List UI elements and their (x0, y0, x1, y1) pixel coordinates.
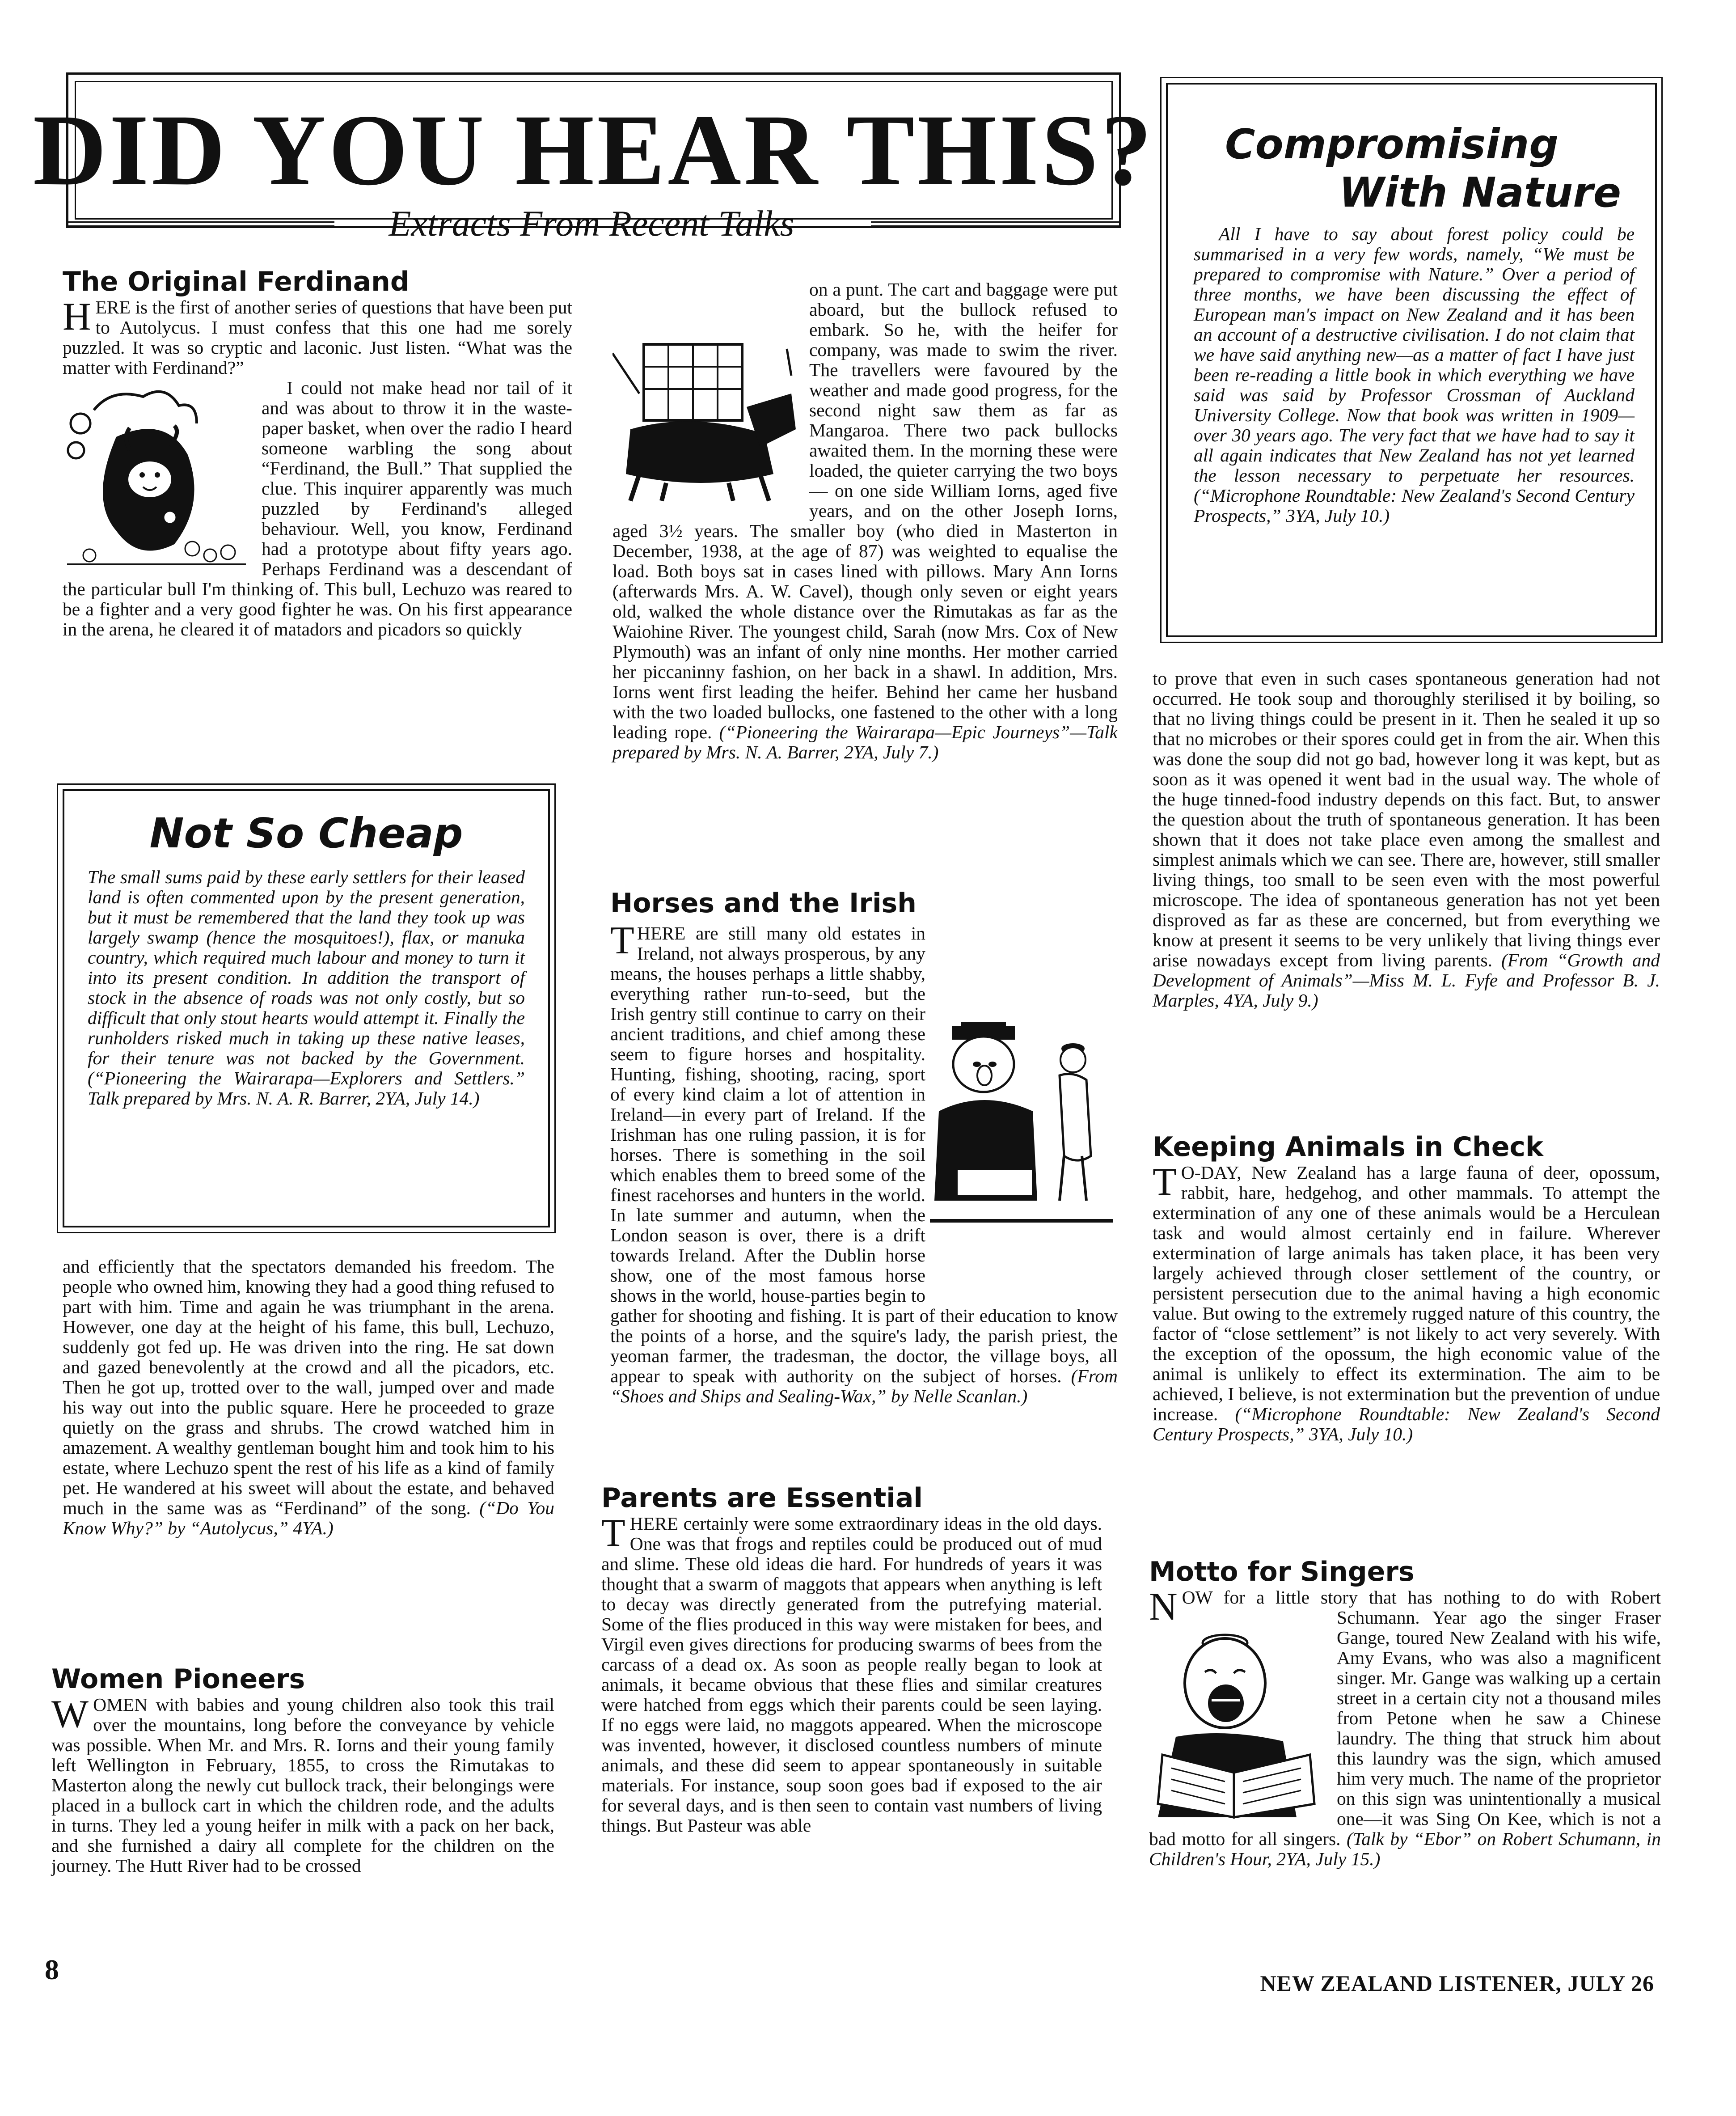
article-women (51, 1663, 554, 1876)
bull-illustration (63, 383, 253, 571)
nature-title-line1: Compromising (1225, 120, 1559, 168)
motto-p1-wrap (1149, 1587, 1661, 1869)
parents-heading: Parents are Essential (601, 1482, 923, 1514)
horses-credit: (From “Shoes and Ships and Sealing-Wax,” by Nelle Scanlan.) (610, 1366, 1118, 1406)
ferdinand-credit: (“Do You Know Why?” by “Autolycus,” 4YA.) (63, 1498, 554, 1538)
article-horses (610, 888, 1118, 919)
women-continued (612, 279, 1118, 762)
ferdinand-heading: The Original Ferdinand (63, 266, 410, 297)
horses-heading: Horses and the Irish (610, 888, 917, 919)
singer-illustration (1149, 1625, 1323, 1822)
parents-continued (1153, 669, 1660, 1011)
animals-dropcap: T (1153, 1160, 1177, 1204)
motto-credit: (Talk by “Ebor” on Robert Schumann, in Children's Hour, 2YA, July 15.) (1149, 1828, 1661, 1869)
ferdinand-continued (63, 1257, 554, 1538)
women-heading: Women Pioneers (51, 1663, 305, 1695)
article-ferdinand (63, 266, 572, 639)
parents-dropcap: T (601, 1511, 625, 1555)
animals-credit: (“Microphone Roundtable: New Zealand's Second Century Prospects,” 3YA, July 10.) (1153, 1404, 1660, 1444)
animals-p1: O-DAY, New Zealand has a large fauna of deer, opossum, rabbit, hare, hedgehog, and other mammals. To attempt the extermination of any one of these animals would be a Herculean task and would almost certainly end in failure. Wherever extermination of large animals has taken place, it has been very largely achieved through closer settlement of the country, or persistent persecution due to the animal having a high economic value. But owing to the extremely rugged nature of this country, the factor of “close settlement” is not likely to act very severely. With the exception of the opossum, the high economic value of the animal is unlikely to effect its extermination. The aim to be achieved, I believe, is not extermination but the prevention of undue increase. (1153, 1162, 1660, 1424)
horses-p1: HERE are still many old estates in Ireland, not always prosperous, by any means, the houses perhaps a little shabby, everything rather run-to-seed, but the Irish gentry still continue to carry on their ancient traditions, and chief among these seem to figure horses and hospitality. Hunting, fishing, shooting, racing, sport of every kind claim a lot of attention in Ireland—in every part of Ireland. If the Irishman has one ruling passion, it is for horses. There is something in the soil which enables them to breed some of the finest racehorses and hunters in the world. In late summer and autumn, when the London season is over, there is a drift towards Ireland. After the Dublin horse show, one of the most famous horse shows in the world, house-parties begin to gather for shooting and fishing. It is part of their education to know the points of a horse, and the squire's lady, the parish priest, the yeoman farmer, the tradesman, the doctor, the village boys, all appear to speak with authority on the subject of horses. (610, 923, 1118, 1386)
women-dropcap: W (51, 1693, 89, 1736)
masthead-title: DID YOU HEAR THIS? (33, 94, 1155, 207)
box-compromising-nature (1166, 83, 1657, 637)
article-animals (1153, 1131, 1660, 1444)
ferdinand-p2: I could not make head nor tail of it and was about to throw it in the waste-paper basket, when over the radio I heard someone warbling the song about “Ferdinand, the Bull.” That supplied the clue. This inquirer apparently was much puzzled by Ferdinand's alleged behaviour. Well, you know, Ferdinand had a prototype about fifty years ago. Perhaps Ferdinand was a descendant of the particular bull I'm thinking of. This bull, Lechuzo was reared to be a fighter and a very good fighter he was. On his first appearance in the arena, he cleared it of matadors and picadors so quickly (63, 377, 572, 639)
nature-title-line2: With Nature (1339, 169, 1621, 216)
parents-p2: to prove that even in such cases spontaneous generation had not occurred. He took soup and thoroughly sterilised it by boiling, so that no living things could be present in it. Then he sealed it up so that no microbes or their spores could get in from the air. When this was done the soup did not go bad, however long it was kept, but as soon as it was opened it went bad in the usual way. The whole of the huge tinned-food industry depends on this fact. But, to answer the question about the truth of spontaneous generation. It has been shown that it does not take place even among the smallest and simplest animals which we can see. There are, however, still smaller living things, too small to be seen even with the most powerful microscope. The idea of spontaneous generation has not yet been disproved as far as these are concerned, but from everything we know at present it seems to be very unlikely that living things ever arise nowadays except from living parents. (1153, 668, 1660, 970)
box-not-so-cheap (63, 789, 550, 1227)
article-parents (601, 1482, 1102, 1836)
motto-dropcap: N (1149, 1585, 1178, 1629)
animals-heading: Keeping Animals in Check (1153, 1131, 1543, 1163)
ferdinand-p3: and efficiently that the spectators demanded his freedom. The people who owned him, knowing they had a good thing refused to part with him. Time and again he was triumphant in the arena. However, one day at the height of his fame, this bull, Lechuzo, suddenly got fed up. He was driven into the ring. He sat down and gazed benevolently at the crowd and all the picadors, etc. Then he got up, trotted over to the wall, jumped over and made his way out into the public square. Here he proceeded to graze quietly on the grass and shrubs. The crowd watched him in amazement. A wealthy gentleman bought him and took him to his estate, where Lechuzo spent the rest of his life as a kind of family pet. He wandered at his sweet will about the estate, and behaved much in the same was as “Ferdinand” of the song. (63, 1256, 554, 1518)
women-p1: OMEN with babies and young children also took this trail over the mountains, long before the conveyance by vehicle was possible. When Mr. and Mrs. R. Iorns and their young family left Wellington in February, 1855, to cross the Rimutakas to Masterton along the newly cut bullock track, their belongings were placed in a bullock cart in which the children rode, and the adults in turns. They led a young heifer in milk with a pack on her back, and she furnished a dairy all complete for the children on the journey. The Hutt River had to be crossed (51, 1694, 554, 1876)
bullock-cart-illustration (612, 340, 800, 503)
motto-heading: Motto for Singers (1149, 1556, 1415, 1587)
horses-wrap-spacer (925, 1022, 1118, 1299)
motto-p1: OW for a little story that has nothing to do with Robert Schumann. Year ago the singer Fraser Gange, toured New Zealand with his wife, Amy Evans, who was also a magnificent singer. Mr. Gange was walking up a certain street in a certain city not a thousand miles from Petone when he saw a Chinese laundry. The thing that struck him about this laundry was the sign, which amused him very much. The name of the proprietor on this sign was unintentionally a musical one—it was Sing On Kee, which is not a bad motto for all singers. (1149, 1587, 1661, 1849)
cheap-text: The small sums paid by these early settlers for their leased land is often commented upon by the present generation, but it must be remembered that the land they took up was largely swamp (hence the mosquitoes!), flax, or manuka country, which required much labour and money to turn it into its present condition. In addition the transport of stock in the absence of roads was not only costly, but so difficult that only stout hearts would attempt it. Finally the runholders risked much in taking up these native leases, for their tenure was not backed by the Government. (“Pioneering the Wairarapa—Explorers and Settlers.” Talk prepared by Mrs. N. A. R. Barrer, 2YA, July 14.) (88, 867, 525, 1109)
cheap-title: Not So Cheap (149, 809, 463, 857)
ferdinand-p1: ERE is the first of another series of questions that have been put to Autolycus. I must confess that this one had me sorely puzzled. It was so cryptic and laconic. Just listen. “What was the matter with Ferdinand?” (63, 297, 572, 378)
nature-text: All I have to say about forest policy could be summarised in a very few words, namely, “We must be prepared to compromise with Nature.” Over a period of three months, we have been discussing the effect of European man's impact on New Zealand and it has been an account of a destructive civilisation. I do not claim that we have said anything new—as a matter of fact I have just been re-reading a little book in which everything we have said was said by Professor Crossman of Auckland University College. Now that book was written in 1909—over 30 years ago. The very fact that we have had to say it all again indicates that New Zealand has not yet learned the lesson necessary to perpetuate her resources. (“Microphone Roundtable: New Zealand's Second Century Prospects,” 3YA, July 10.) (1194, 224, 1635, 526)
article-motto (1149, 1556, 1661, 1869)
women-p2: on a punt. The cart and baggage were put aboard, but the bullock refused to embark. So he, with the heifer for company, was made to swim the river. The travellers were favoured by the weather and made good progress, for the second night saw them as far as Mangaroa. There two pack bullocks awaited them. In the morning these were loaded, the quieter carrying the two boys — on one side William Iorns, aged five years, and on the other Joseph Iorns, aged 3½ years. The smaller boy (who died in Masterton in December, 1938, at the age of 87) was weighted to equalise the load. Both boys sat in cases lined with pillows. Mary Ann Iorns (afterwards Mrs. A. W. Cavel), though only seven or eight years old, walked the whole distance over the Rimutakas as far as the Waiohine River. The youngest child, Sarah (now Mrs. Cox of New Plymouth) was an infant of only nine months. Her mother carried her piccaninny fashion, on her back in a shawl. In addition, Mrs. Iorns went first leading the heifer. Behind her came her husband with the two loaded bullocks, one fastened to the other with a long leading rope. (612, 279, 1118, 742)
horses-body (610, 919, 1118, 1406)
page-number: 8 (45, 1954, 59, 1985)
horses-dropcap-overlay: T (610, 919, 634, 962)
women-credit: (“Pioneering the Wairarapa—Epic Journeys”—Talk prepared by Mrs. N. A. Barrer, 2YA, July 7.) (612, 722, 1118, 762)
parents-credit: (From “Growth and Development of Animals”—Miss M. L. Fyfe and Professor B. J. Marples, 4YA, July 9.) (1153, 950, 1660, 1011)
masthead-subtitle: Extracts From Recent Talks (389, 203, 794, 244)
publication-footer: NEW ZEALAND LISTENER, JULY 26 (1260, 1971, 1654, 1996)
ferdinand-dropcap: H (63, 295, 91, 339)
parents-p1: HERE certainly were some extraordinary ideas in the old days. One was that frogs and reptiles could be produced out of mud and slime. These old ideas die hard. For hundreds of years it was thought that a swarm of maggots that appears when anything is left to decay was directly generated from the putrefying material. Some of the flies produced in this way were mistaken for bees, and Virgil even gives directions for producing swarms of bees from the carcass of a dead ox. As soon as people really began to look at animals, it became obvious that these flies and similar creatures were hatched from eggs which their parents could be seen laying. If no eggs were laid, no maggots appeared. When the microscope was invented, however, it disclosed countless numbers of minute animals, and these did seem to appear spontaneously in suitable materials. For instance, soup soon goes bad if exposed to the air for several days, and is then seen to contain vast numbers of living things. But Pasteur was able (601, 1513, 1102, 1836)
